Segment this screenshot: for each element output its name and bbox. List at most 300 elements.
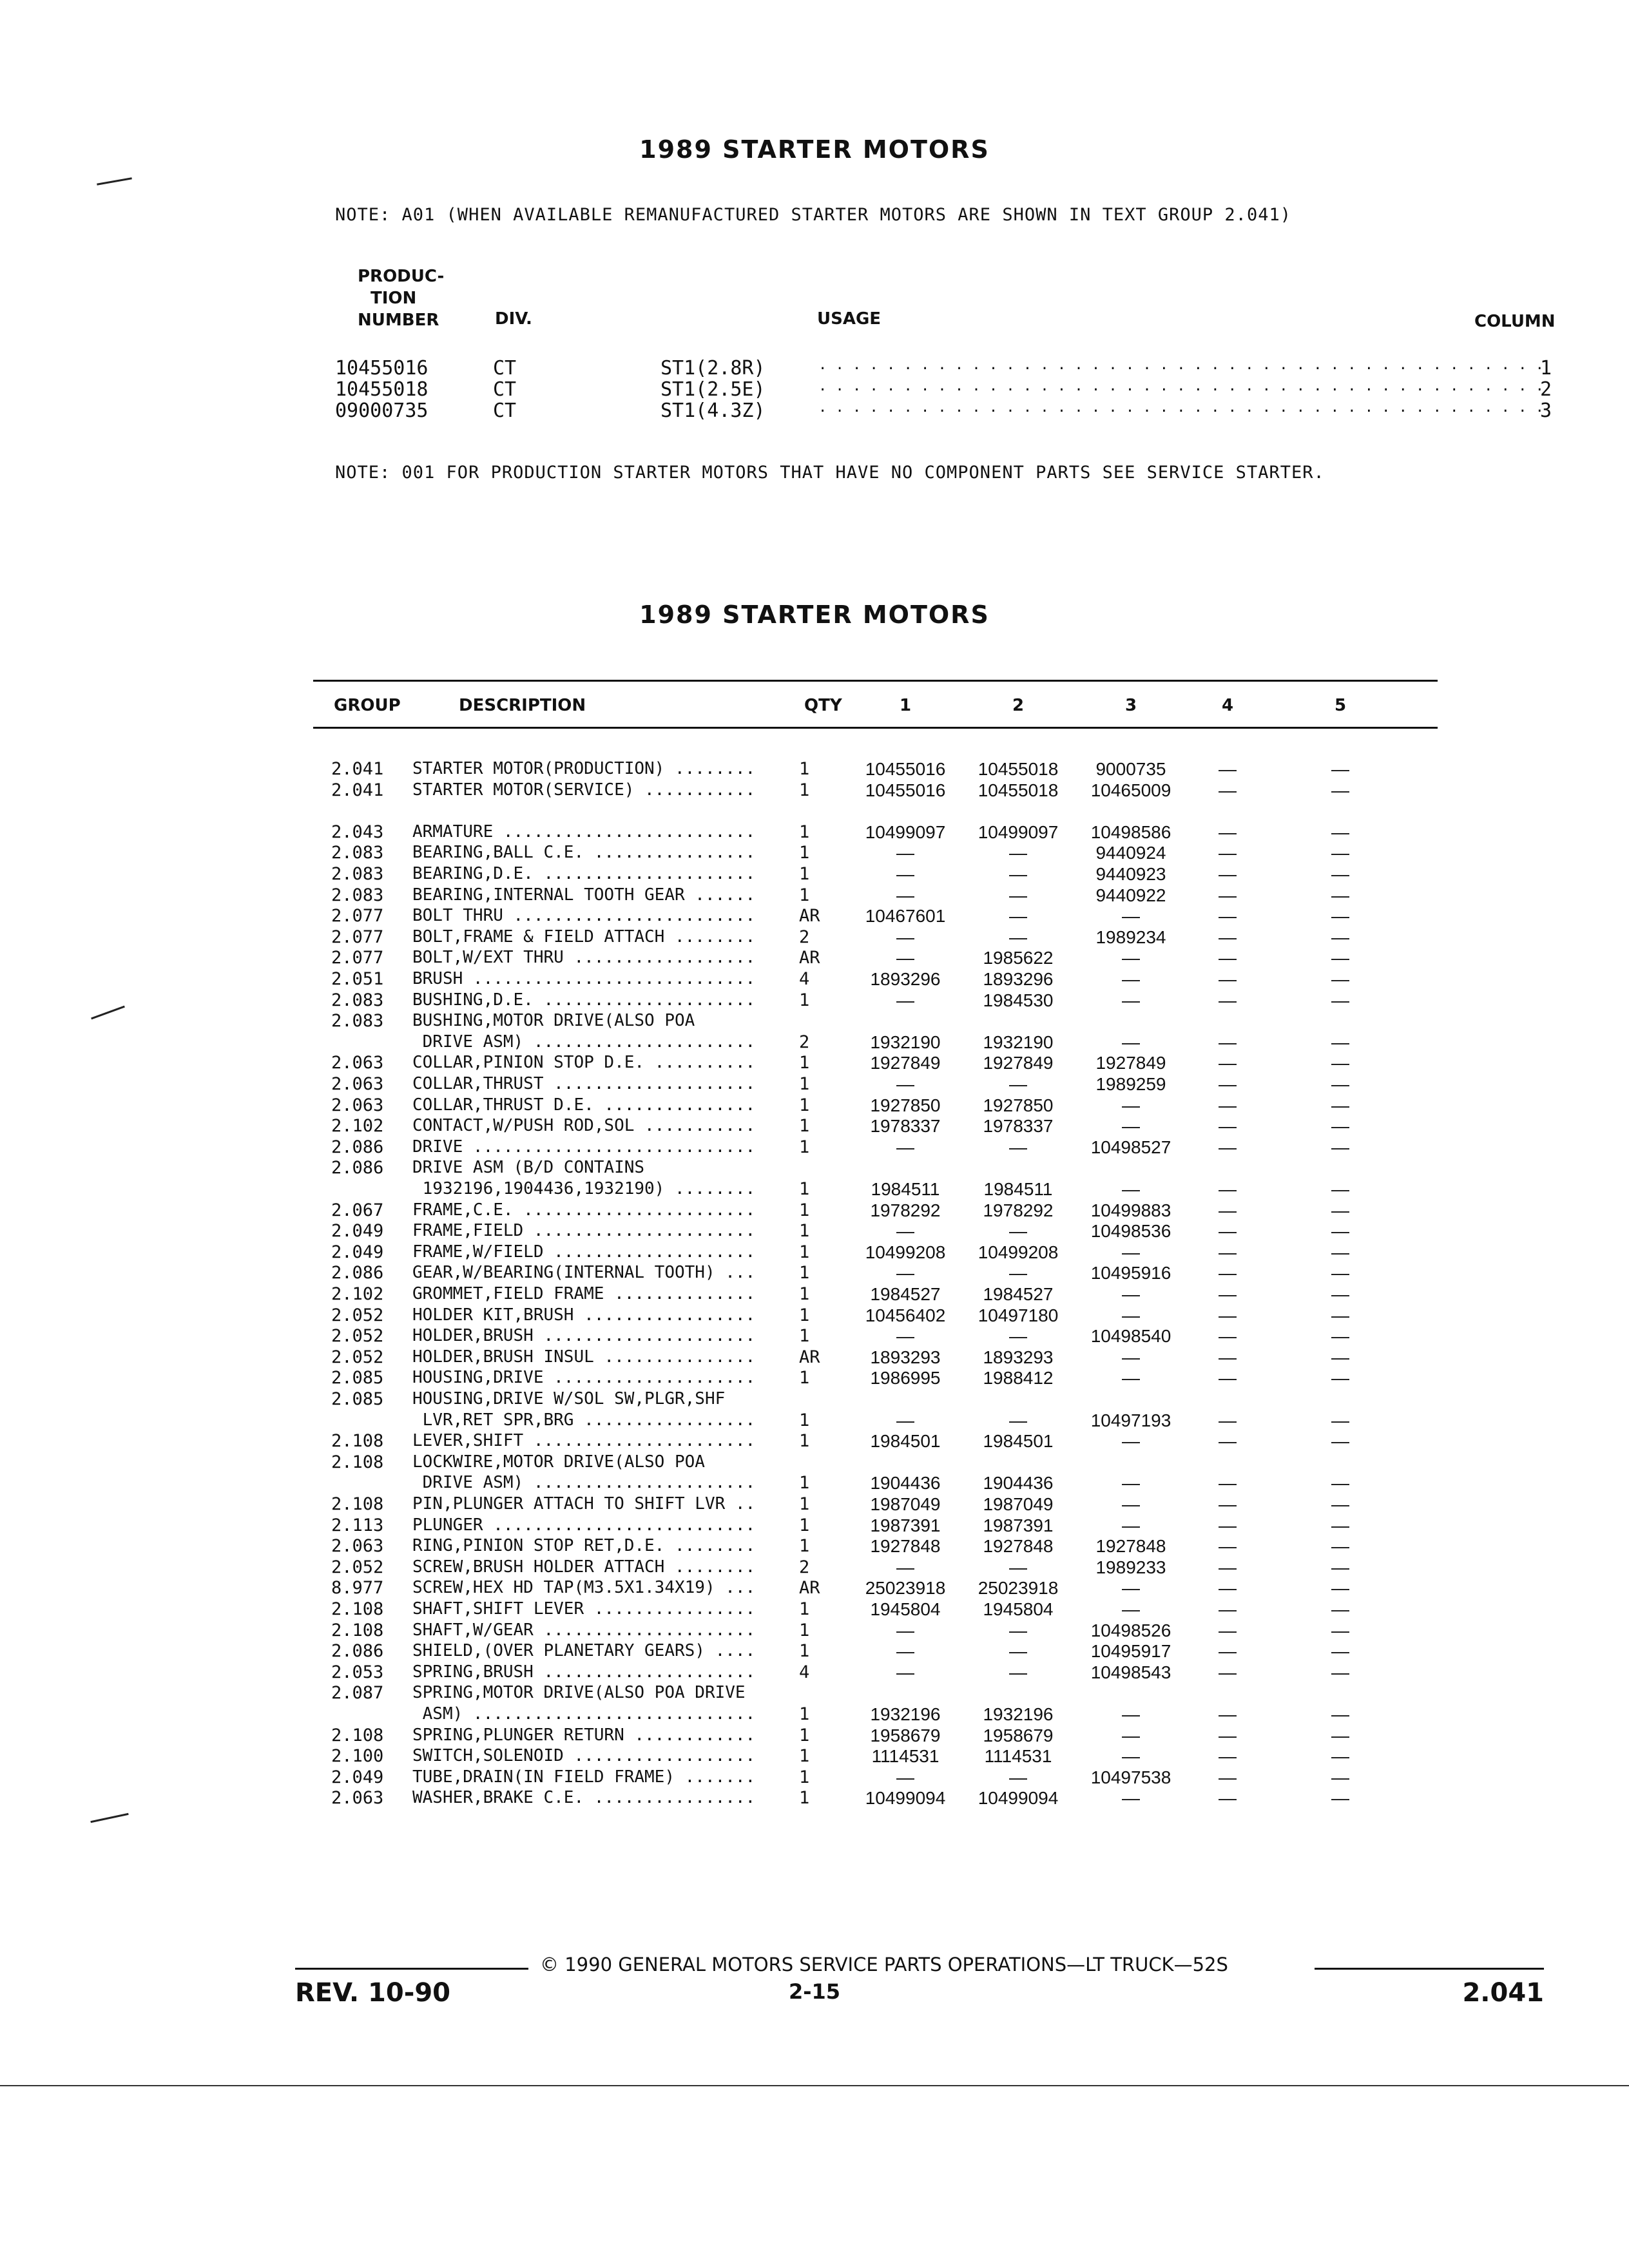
col-3-cell: 10465009 (1090, 780, 1171, 800)
col-4-cell: — (1219, 1053, 1237, 1073)
col-4-header: 4 (1221, 696, 1234, 715)
leader-dots: . . . . . . . . . . . . . . . . . . . . . . . . . . . . . . . . . . . . . . . . . . . (818, 399, 1544, 416)
table-row (322, 1242, 1418, 1264)
col-2-cell: 1988412 (983, 1368, 1054, 1388)
table-row (322, 927, 1418, 948)
col-3-cell: — (1122, 1368, 1140, 1388)
col-3-cell: — (1122, 969, 1140, 989)
bottom-scan-line (0, 2085, 1629, 2086)
col-5-cell: — (1331, 1242, 1349, 1262)
col-1-cell: — (896, 1620, 914, 1640)
col-5-cell: — (1331, 1095, 1349, 1115)
table-row (322, 822, 1418, 843)
group-cell: 2.063 (331, 1095, 384, 1115)
group-cell: 2.108 (331, 1494, 384, 1514)
col-2-cell: — (1009, 1326, 1027, 1346)
group-cell: 2.086 (331, 1263, 384, 1283)
description-cell: CONTACT,W/PUSH ROD,SOL ........... (412, 1116, 756, 1135)
col-3-cell: — (1122, 1788, 1140, 1808)
group-cell: 2.052 (331, 1557, 384, 1577)
qty-cell: 1 (799, 1473, 810, 1493)
col-2-cell: — (1009, 1557, 1027, 1577)
group-cell: 2.083 (331, 885, 384, 905)
group-cell: 2.043 (331, 822, 384, 842)
col-3-cell: — (1122, 1116, 1140, 1136)
col-3-cell: 10497193 (1090, 1410, 1171, 1430)
col-3-cell: — (1122, 1305, 1140, 1325)
col-2-cell: 1978292 (983, 1200, 1054, 1220)
production-number-header (358, 265, 444, 331)
table-row (322, 1452, 1418, 1474)
group-cell: 2.051 (331, 969, 384, 989)
table-row (322, 1431, 1418, 1452)
col-1-cell: — (896, 927, 914, 947)
col-4-cell: — (1219, 1263, 1237, 1283)
col-5-cell: — (1331, 1746, 1349, 1766)
col-1-cell: 1893293 (870, 1347, 941, 1367)
col-4-cell: — (1219, 1536, 1237, 1556)
description-cell: SHAFT,W/GEAR ..................... (412, 1620, 756, 1640)
col-4-cell: — (1219, 1284, 1237, 1304)
table-row (322, 1053, 1418, 1074)
group-cell: 2.083 (331, 843, 384, 863)
header-line: NUMBER (358, 311, 439, 330)
col-3-cell: — (1122, 990, 1140, 1010)
table-row (322, 1284, 1418, 1305)
col-5-cell: — (1331, 969, 1349, 989)
qty-cell: 1 (799, 1515, 810, 1535)
col-2-cell: 1932190 (983, 1032, 1054, 1052)
col-3-cell: 10497538 (1090, 1767, 1171, 1787)
note-001: NOTE: 001 FOR PRODUCTION STARTER MOTORS THAT HAVE NO COMPONENT PARTS SEE SERVICE STARTER. (335, 463, 1325, 483)
col-2-cell: — (1009, 1137, 1027, 1157)
group-cell: 2.085 (331, 1368, 384, 1388)
table-row (322, 1662, 1418, 1684)
col-2-cell: 1893293 (983, 1347, 1054, 1367)
group-cell: 2.067 (331, 1200, 384, 1220)
production-number: 10455016 (335, 357, 429, 380)
col-2-cell: — (1009, 843, 1027, 863)
qty-cell: 1 (799, 1431, 810, 1451)
col-3-cell: — (1122, 1725, 1140, 1745)
col-4-cell: — (1219, 1095, 1237, 1115)
description-cell: BEARING,D.E. ..................... (412, 864, 756, 883)
group-cell: 2.108 (331, 1431, 384, 1451)
col-5-cell: — (1331, 1053, 1349, 1073)
col-2-cell: — (1009, 1620, 1027, 1640)
qty-cell: 1 (799, 885, 810, 905)
description-cell: SHAFT,SHIFT LEVER ................ (412, 1599, 756, 1619)
col-5-cell: — (1331, 1515, 1349, 1535)
description-cell: DRIVE ASM) ...................... (412, 1032, 756, 1052)
description-cell: SWITCH,SOLENOID .................. (412, 1746, 756, 1765)
col-1-cell: — (896, 1662, 914, 1682)
col-1-cell: 10467601 (865, 906, 946, 926)
description-cell: FRAME,FIELD ...................... (412, 1221, 756, 1240)
col-1-cell: 1987049 (870, 1494, 941, 1514)
col-3-header: 3 (1124, 696, 1137, 715)
col-4-cell: — (1219, 1620, 1237, 1640)
description-cell: SPRING,MOTOR DRIVE(ALSO POA DRIVE (412, 1683, 746, 1702)
col-3-cell: 10498540 (1090, 1326, 1171, 1346)
col-2-cell: 1927849 (983, 1053, 1054, 1073)
col-4-cell: — (1219, 1662, 1237, 1682)
col-3-cell: 1927848 (1095, 1536, 1166, 1556)
table-row (322, 1389, 1418, 1410)
group-cell: 2.049 (331, 1221, 384, 1241)
qty-cell: 1 (799, 1599, 810, 1619)
col-3-cell: 10495917 (1090, 1641, 1171, 1661)
col-3-cell: — (1122, 1515, 1140, 1535)
qty-cell: 1 (799, 1221, 810, 1241)
col-1-cell: — (896, 1557, 914, 1577)
col-5-cell: — (1331, 822, 1349, 842)
col-2-cell: 1904436 (983, 1473, 1054, 1493)
column-header: COLUMN (1474, 312, 1556, 331)
description-cell: COLLAR,PINION STOP D.E. .......... (412, 1053, 756, 1072)
production-row (335, 399, 1559, 421)
col-3-cell: 1927849 (1095, 1053, 1166, 1073)
col-4-cell: — (1219, 1368, 1237, 1388)
col-3-cell: — (1122, 1746, 1140, 1766)
col-4-cell: — (1219, 1137, 1237, 1157)
usage: ST1(2.5E) (660, 378, 766, 401)
group-cell: 2.063 (331, 1788, 384, 1808)
col-4-cell: — (1219, 1494, 1237, 1514)
table-row (322, 1221, 1418, 1242)
group-cell: 8.977 (331, 1578, 384, 1598)
col-5-cell: — (1331, 948, 1349, 968)
table-row (322, 864, 1418, 885)
qty-cell: 1 (799, 1725, 810, 1745)
qty-cell: 1 (799, 864, 810, 884)
col-5-cell: — (1331, 1326, 1349, 1346)
table-row (322, 1725, 1418, 1747)
col-3-cell: — (1122, 1095, 1140, 1115)
usage-header: USAGE (817, 309, 882, 329)
description-cell: WASHER,BRAKE C.E. ................ (412, 1788, 756, 1807)
division: CT (493, 357, 517, 380)
col-2-cell: — (1009, 927, 1027, 947)
table-row (322, 1032, 1418, 1053)
col-5-cell: — (1331, 1347, 1349, 1367)
group-cell: 2.102 (331, 1116, 384, 1136)
group-cell: 2.052 (331, 1326, 384, 1346)
qty-cell: 1 (799, 759, 810, 779)
col-3-cell: 10498586 (1090, 822, 1171, 842)
col-4-cell: — (1219, 759, 1237, 779)
col-1-cell: — (896, 1326, 914, 1346)
column-number: 1 (1540, 357, 1552, 380)
col-1-cell: 10499097 (865, 822, 946, 842)
col-1-cell: 1932190 (870, 1032, 941, 1052)
group-cell: 2.108 (331, 1452, 384, 1472)
col-1-cell: 10456402 (865, 1305, 946, 1325)
description-cell: BRUSH ............................ (412, 969, 756, 988)
col-2-header: 2 (1012, 696, 1025, 715)
col-4-cell: — (1219, 1704, 1237, 1724)
table-row (322, 1746, 1418, 1767)
col-1-cell: — (896, 948, 914, 968)
col-5-cell: — (1331, 780, 1349, 800)
description-cell: DRIVE ASM (B/D CONTAINS (412, 1158, 645, 1177)
col-3-cell: 9440924 (1095, 843, 1166, 863)
col-1-cell: 1984501 (870, 1431, 941, 1451)
col-1-cell: 1904436 (870, 1473, 941, 1493)
col-3-cell: 1989259 (1095, 1074, 1166, 1094)
production-row (335, 357, 1559, 379)
qty-cell: 2 (799, 927, 810, 947)
col-5-cell: — (1331, 1263, 1349, 1283)
col-5-cell: — (1331, 864, 1349, 884)
qty-col-header: QTY (804, 696, 842, 715)
table-row (322, 1347, 1418, 1369)
col-1-cell: 1978337 (870, 1116, 941, 1136)
group-cell: 2.083 (331, 1011, 384, 1031)
col-1-cell: 1978292 (870, 1200, 941, 1220)
col-3-cell: — (1122, 1473, 1140, 1493)
col-2-cell: — (1009, 1221, 1027, 1241)
col-1-cell: 25023918 (865, 1578, 946, 1598)
qty-cell: 1 (799, 1746, 810, 1766)
description-cell: COLLAR,THRUST .................... (412, 1074, 756, 1093)
group-cell: 2.077 (331, 948, 384, 968)
qty-cell: 1 (799, 1284, 810, 1304)
description-cell: PLUNGER .......................... (412, 1515, 756, 1535)
col-3-cell: 10498527 (1090, 1137, 1171, 1157)
col-1-cell: — (896, 864, 914, 884)
col-4-cell: — (1219, 1347, 1237, 1367)
col-2-cell: 10455018 (978, 780, 1059, 800)
description-cell: ARMATURE ......................... (412, 822, 756, 841)
col-1-cell: 1986995 (870, 1368, 941, 1388)
margin-mark (90, 1813, 128, 1823)
col-3-cell: — (1122, 1347, 1140, 1367)
group-cell: 2.100 (331, 1746, 384, 1766)
col-5-cell: — (1331, 1641, 1349, 1661)
col-5-cell: — (1331, 1473, 1349, 1493)
qty-cell: 1 (799, 822, 810, 842)
col-2-cell: 1985622 (983, 948, 1054, 968)
col-2-cell: 25023918 (978, 1578, 1059, 1598)
col-5-cell: — (1331, 1179, 1349, 1199)
header-line: TION (371, 289, 417, 308)
description-cell: HOLDER,BRUSH INSUL ............... (412, 1347, 756, 1367)
col-4-cell: — (1219, 1641, 1237, 1661)
col-4-cell: — (1219, 1515, 1237, 1535)
table-row (322, 1263, 1418, 1284)
col-3-cell: — (1122, 906, 1140, 926)
col-1-cell: 10455016 (865, 780, 946, 800)
col-3-cell: 9440923 (1095, 864, 1166, 884)
qty-cell: AR (799, 906, 820, 926)
page-title: 1989 STARTER MOTORS (639, 135, 990, 164)
col-4-cell: — (1219, 780, 1237, 800)
qty-cell: 2 (799, 1557, 810, 1577)
table-row (322, 1095, 1418, 1117)
col-2-cell: 1927850 (983, 1095, 1054, 1115)
group-cell: 2.083 (331, 990, 384, 1010)
col-5-cell: — (1331, 843, 1349, 863)
col-5-cell: — (1331, 1410, 1349, 1430)
col-1-cell: 1927849 (870, 1053, 941, 1073)
col-2-cell: — (1009, 1767, 1027, 1787)
col-1-header: 1 (899, 696, 912, 715)
col-4-cell: — (1219, 1725, 1237, 1745)
col-5-cell: — (1331, 1116, 1349, 1136)
col-4-cell: — (1219, 927, 1237, 947)
col-5-cell: — (1331, 1200, 1349, 1220)
leader-dots: . . . . . . . . . . . . . . . . . . . . . . . . . . . . . . . . . . . . . . . . . . . (818, 357, 1544, 373)
col-1-cell: 1945804 (870, 1599, 941, 1619)
col-4-cell: — (1219, 1032, 1237, 1052)
col-2-cell: 1984530 (983, 990, 1054, 1010)
description-cell: SPRING,BRUSH ..................... (412, 1662, 756, 1682)
group-cell: 2.041 (331, 780, 384, 800)
copyright: © 1990 GENERAL MOTORS SERVICE PARTS OPERATIONS—LT TRUCK—52S (540, 1954, 1228, 1975)
group-cell: 2.053 (331, 1662, 384, 1682)
table-row (322, 1578, 1418, 1599)
col-2-cell: 10499097 (978, 822, 1059, 842)
col-5-cell: — (1331, 990, 1349, 1010)
table-row (322, 843, 1418, 864)
col-5-cell: — (1331, 1725, 1349, 1745)
group-cell: 2.063 (331, 1053, 384, 1073)
col-1-cell: — (896, 843, 914, 863)
description-cell: COLLAR,THRUST D.E. ............... (412, 1095, 756, 1115)
group-cell: 2.086 (331, 1158, 384, 1178)
group-cell: 2.041 (331, 759, 384, 779)
col-4-cell: — (1219, 864, 1237, 884)
col-3-cell: — (1122, 1032, 1140, 1052)
description-cell: 1932196,1904436,1932190) ........ (412, 1179, 756, 1198)
description-cell: HOUSING,DRIVE .................... (412, 1368, 756, 1387)
table-row (322, 1494, 1418, 1515)
description-cell: HOLDER KIT,BRUSH ................. (412, 1305, 756, 1325)
description-cell: FRAME,W/FIELD .................... (412, 1242, 756, 1262)
group-cell: 2.049 (331, 1242, 384, 1262)
description-cell: LEVER,SHIFT ...................... (412, 1431, 756, 1450)
col-5-cell: — (1331, 1368, 1349, 1388)
col-3-cell: 10498526 (1090, 1620, 1171, 1640)
description-cell: SCREW,HEX HD TAP(M3.5X1.34X19) ... (412, 1578, 756, 1597)
description-cell: BUSHING,MOTOR DRIVE(ALSO POA (412, 1011, 695, 1030)
col-2-cell: — (1009, 1410, 1027, 1430)
description-cell: SPRING,PLUNGER RETURN ............ (412, 1725, 756, 1745)
col-3-cell: 10499883 (1090, 1200, 1171, 1220)
col-2-cell: — (1009, 885, 1027, 905)
col-3-cell: 10498536 (1090, 1221, 1171, 1241)
qty-cell: 1 (799, 1767, 810, 1787)
table-row (322, 1074, 1418, 1095)
division: CT (493, 378, 517, 401)
description-cell: GEAR,W/BEARING(INTERNAL TOOTH) ... (412, 1263, 756, 1282)
table-row (322, 1473, 1418, 1494)
qty-cell: 1 (799, 1116, 810, 1136)
description-cell: BOLT,FRAME & FIELD ATTACH ........ (412, 927, 756, 947)
qty-cell: 1 (799, 1494, 810, 1514)
col-4-cell: — (1219, 1200, 1237, 1220)
col-5-cell: — (1331, 1767, 1349, 1787)
col-2-cell: 1984527 (983, 1284, 1054, 1304)
qty-cell: 1 (799, 843, 810, 863)
col-5-cell: — (1331, 1599, 1349, 1619)
col-2-cell: 1958679 (983, 1725, 1054, 1745)
col-5-cell: — (1331, 1788, 1349, 1808)
footer-left-rule (295, 1968, 528, 1970)
col-4-cell: — (1219, 843, 1237, 863)
table-row (322, 759, 1418, 780)
production-number: 10455018 (335, 378, 429, 401)
description-cell: HOLDER,BRUSH ..................... (412, 1326, 756, 1345)
table-row (322, 1305, 1418, 1327)
group-cell: 2.086 (331, 1137, 384, 1157)
col-1-cell: — (896, 990, 914, 1010)
revision: REV. 10-90 (295, 1978, 450, 2008)
col-1-cell: — (896, 1767, 914, 1787)
col-5-cell: — (1331, 1284, 1349, 1304)
qty-cell: 1 (799, 1179, 810, 1199)
col-2-cell: 1987391 (983, 1515, 1054, 1535)
table-row (322, 1158, 1418, 1179)
col-1-cell: 1958679 (870, 1725, 941, 1745)
col-5-cell: — (1331, 1620, 1349, 1640)
column-number: 2 (1540, 378, 1552, 401)
section-title: 1989 STARTER MOTORS (639, 601, 990, 629)
qty-cell: 1 (799, 1263, 810, 1283)
page-number: 2-15 (788, 1979, 841, 2004)
description-cell: BOLT,W/EXT THRU .................. (412, 948, 756, 967)
table-row (322, 1116, 1418, 1137)
description-cell: TUBE,DRAIN(IN FIELD FRAME) ....... (412, 1767, 756, 1787)
description-cell: DRIVE ............................ (412, 1137, 756, 1157)
col-4-cell: — (1219, 1557, 1237, 1577)
margin-mark (91, 1006, 125, 1020)
col-2-cell: 10497180 (978, 1305, 1059, 1325)
col-2-cell: 10499094 (978, 1788, 1059, 1808)
note-a01: NOTE: A01 (WHEN AVAILABLE REMANUFACTURED STARTER MOTORS ARE SHOWN IN TEXT GROUP 2.041) (335, 205, 1291, 225)
usage: ST1(2.8R) (660, 357, 766, 380)
col-5-cell: — (1331, 885, 1349, 905)
col-4-cell: — (1219, 822, 1237, 842)
qty-cell: 1 (799, 990, 810, 1010)
table-row (322, 885, 1418, 907)
group-cell: 2.083 (331, 864, 384, 884)
col-2-cell: 1927848 (983, 1536, 1054, 1556)
col-4-cell: — (1219, 1326, 1237, 1346)
qty-cell: AR (799, 1578, 820, 1598)
table-row (322, 1137, 1418, 1158)
col-4-cell: — (1219, 885, 1237, 905)
col-4-cell: — (1219, 1305, 1237, 1325)
table-row (322, 1179, 1418, 1200)
description-cell: BOLT THRU ........................ (412, 906, 756, 925)
qty-cell: 1 (799, 780, 810, 800)
table-row (322, 906, 1418, 927)
col-2-cell: — (1009, 906, 1027, 926)
col-5-cell: — (1331, 1494, 1349, 1514)
col-2-cell: — (1009, 1263, 1027, 1283)
column-number: 3 (1540, 399, 1552, 422)
col-4-cell: — (1219, 990, 1237, 1010)
col-3-cell: 10498543 (1090, 1662, 1171, 1682)
table-row (322, 1200, 1418, 1222)
table-row (322, 1011, 1418, 1032)
group-cell: 2.113 (331, 1515, 384, 1535)
production-row (335, 378, 1559, 400)
col-1-cell: — (896, 1221, 914, 1241)
col-5-cell: — (1331, 927, 1349, 947)
